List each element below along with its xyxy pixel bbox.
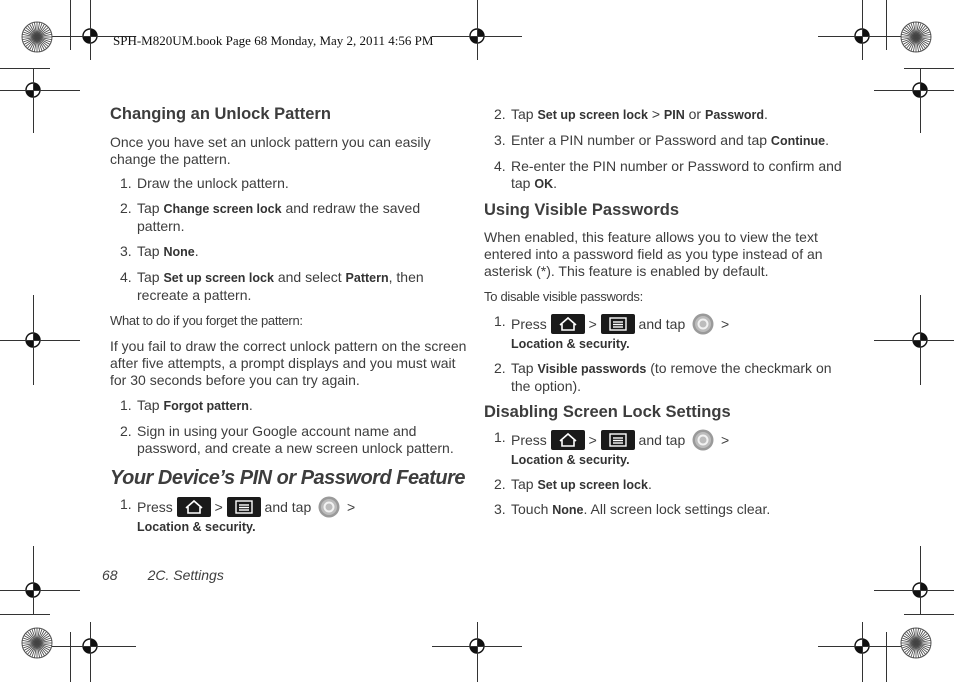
list-item: 2. Tap Set up screen lock. [494,476,652,492]
crop-line [874,340,954,341]
print-header: SPH-M820UM.book Page 68 Monday, May 2, 2011 4:56 PM [113,33,434,48]
forget-pattern-label: What to do if you forget the pattern: [110,313,303,328]
forget-steps [110,397,470,457]
crop-line [0,90,80,91]
crop-line [862,0,863,60]
color-wheel-icon [900,21,932,53]
crop-line [874,590,954,591]
list-item: 1. Press > and tap > Location & security. [494,429,730,467]
crop-line [862,622,863,682]
list-item: 2. Tap Set up screen lock > PIN or Password. [494,106,768,122]
list-item: 1. Press > and tap > Location & security. [494,313,730,351]
crop-line [33,546,34,614]
crop-line [477,622,478,682]
crop-line [0,68,50,69]
crop-line [33,68,34,133]
right-column [484,106,844,519]
color-wheel-icon [21,627,53,659]
unlock-steps [110,175,470,304]
unlock-intro: Once you have set an unlock pattern you can easily change the pattern. [110,134,431,167]
crop-line [90,0,91,60]
settings-icon [692,429,714,451]
list-item: 4. Tap Set up screen lock and select Pattern, then recreate a pattern. [120,269,424,303]
home-key-icon [551,314,585,334]
settings-icon [318,496,340,518]
heading-pin-password-feature: Your Device’s PIN or Password Feature [110,467,465,489]
crop-line [48,646,136,647]
crop-line [0,340,80,341]
list-item: 2. Tap Visible passwords (to remove the checkmark on the option). [494,360,832,394]
forget-pattern-text: If you fail to draw the correct unlock pattern on the screen after five attempts, a prompt displays and you must wait for 30 seconds before you can try again. [110,338,467,388]
visible-passwords-text: When enabled, this feature allows you to view the text entered into a password field as you type instead of an asterisk (*). This feature is enabled by default. [484,229,823,279]
heading-disabling-screen-lock: Disabling Screen Lock Settings [484,403,731,421]
crop-line [477,0,478,60]
list-item: 1. Draw the unlock pattern. [120,175,289,191]
heading-visible-passwords: Using Visible Passwords [484,201,680,219]
crop-line [920,295,921,385]
crop-line [0,590,80,591]
list-item: 3. Touch None. All screen lock settings clear. [494,501,771,517]
page-footer [102,567,254,583]
crop-line [874,90,954,91]
crop-line [90,622,91,682]
color-wheel-icon [21,21,53,53]
home-key-icon [551,430,585,450]
settings-icon [692,313,714,335]
list-item: 3. Tap None. [120,243,199,259]
list-item: 3. Enter a PIN number or Password and tap Continue. [494,132,829,148]
crop-line [920,546,921,614]
section-name: 2C. Settings [147,567,224,583]
heading-changing-unlock-pattern: Changing an Unlock Pattern [110,105,331,123]
color-wheel-icon [900,627,932,659]
menu-key-icon [601,430,635,450]
list-item: 1. Press > and tap > Location & security. [120,496,356,534]
left-column [110,106,470,536]
crop-line [904,614,954,615]
crop-line [70,0,71,50]
list-item: 4. Re-enter the PIN number or Password to confirm and tap OK. [494,158,842,191]
crop-line [886,632,887,682]
menu-key-icon [601,314,635,334]
crop-line [0,614,50,615]
list-item: 2. Sign in using your Google account name and password, and create a new screen unlock pattern. [120,423,454,456]
page-number: 68 [102,567,118,583]
menu-key-icon [227,497,261,517]
crop-line [33,295,34,385]
crop-line [70,632,71,682]
home-key-icon [177,497,211,517]
crop-line [886,0,887,50]
disable-visible-label: To disable visible passwords: [484,289,643,304]
list-item: 2. Tap Change screen lock and redraw the saved pattern. [120,200,421,234]
crop-line [920,68,921,133]
crop-line [904,68,954,69]
list-item: 1. Tap Forgot pattern. [120,397,253,413]
